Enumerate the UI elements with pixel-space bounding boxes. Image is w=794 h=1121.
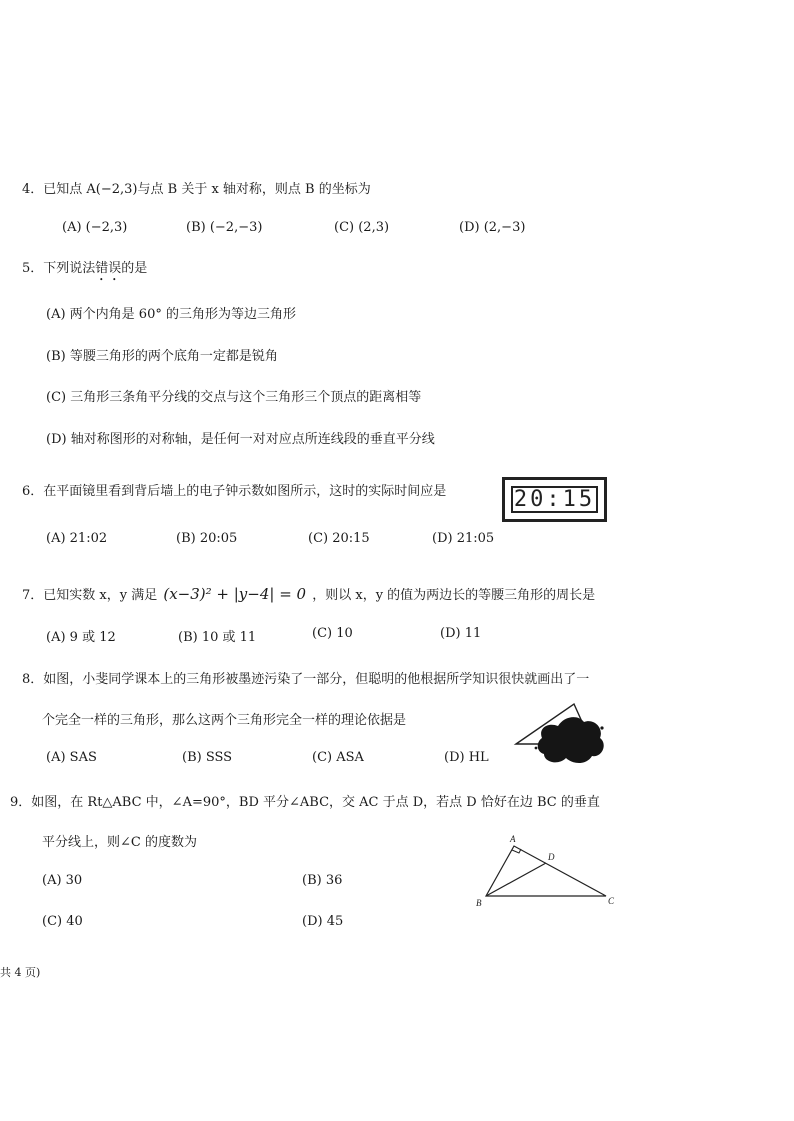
question-8-option-c: (C) ASA [312, 750, 364, 765]
question-5-stem-suffix: 的是 [121, 261, 148, 276]
question-7-stem-prefix: 7．已知实数 x，y 满足 [22, 588, 158, 603]
question-7-option-c: (C) 10 [312, 626, 353, 641]
question-8-option-b: (B) SSS [182, 750, 233, 765]
question-6-option-d: (D) 21:05 [432, 531, 495, 546]
question-4-stem: 4．已知点 A(−2,3)与点 B 关于 x 轴对称，则点 B 的坐标为 [22, 182, 371, 197]
point-label-d: D [548, 852, 555, 862]
question-4-option-a: (A) (−2,3) [62, 220, 128, 235]
ink-stained-triangle-figure [512, 698, 612, 770]
page-footer: 共 4 页) [0, 966, 41, 979]
question-8-stem-line-1: 8．如图，小斐同学课本上的三角形被墨迹污染了一部分，但聪明的他根据所学知识很快就画出了一 [22, 672, 590, 687]
question-7-stem-suffix: ，则以 x，y 的值为两边长的等腰三角形的周长是 [312, 588, 596, 603]
digital-clock-display: 20:15 [511, 486, 598, 513]
digital-clock-figure [502, 477, 607, 522]
question-5-option-b: (B) 等腰三角形的两个底角一定都是锐角 [46, 349, 278, 364]
question-9-option-d: (D) 45 [302, 914, 344, 929]
question-6-option-a: (A) 21:02 [46, 531, 108, 546]
question-5-option-c: (C) 三角形三条角平分线的交点与这个三角形三个顶点的距离相等 [46, 390, 422, 405]
question-7-option-b: (B) 10 或 11 [178, 630, 257, 645]
question-6-option-c: (C) 20:15 [308, 531, 370, 546]
question-5-stem [22, 257, 147, 284]
question-7-stem [22, 584, 595, 603]
question-5-stem-emphasis: 错误 [95, 261, 122, 276]
question-8-stem-line-2: 个完全一样的三角形，那么这两个三角形完全一样的理论依据是 [42, 713, 407, 728]
vertex-label-c: C [608, 896, 615, 906]
question-9-stem-line-1: 9．如图，在 Rt△ABC 中，∠A=90°，BD 平分∠ABC，交 AC 于点 D，若点 D 恰好在边 BC 的垂直 [10, 795, 600, 810]
question-4-option-c: (C) (2,3) [334, 220, 390, 235]
question-6-option-b: (B) 20:05 [176, 531, 238, 546]
question-6-stem: 6．在平面镜里看到背后墙上的电子钟示数如图所示，这时的实际时间应是 [22, 484, 447, 499]
question-9-option-c: (C) 40 [42, 914, 83, 929]
question-5-option-d: (D) 轴对称图形的对称轴，是任何一对对应点所连线段的垂直平分线 [46, 432, 435, 447]
question-4-option-b: (B) (−2,−3) [186, 220, 263, 235]
question-7-option-d: (D) 11 [440, 626, 482, 641]
question-8-option-a: (A) SAS [46, 750, 97, 765]
question-7-option-a: (A) 9 或 12 [46, 630, 116, 645]
vertex-label-a: A [510, 834, 516, 844]
question-8-option-d: (D) HL [444, 750, 489, 765]
question-9-stem-line-2: 平分线上，则∠C 的度数为 [42, 835, 197, 850]
question-4-option-d: (D) (2,−3) [459, 220, 526, 235]
question-9-option-a: (A) 30 [42, 873, 83, 888]
question-7-formula: (x−3)² + |y−4| = 0 [163, 585, 307, 603]
question-9-option-b: (B) 36 [302, 873, 343, 888]
right-triangle-abc-figure [472, 830, 622, 910]
question-5-option-a: (A) 两个内角是 60° 的三角形为等边三角形 [46, 307, 296, 322]
vertex-label-b: B [476, 898, 482, 908]
question-5-stem-prefix: 5．下列说法 [22, 261, 96, 276]
